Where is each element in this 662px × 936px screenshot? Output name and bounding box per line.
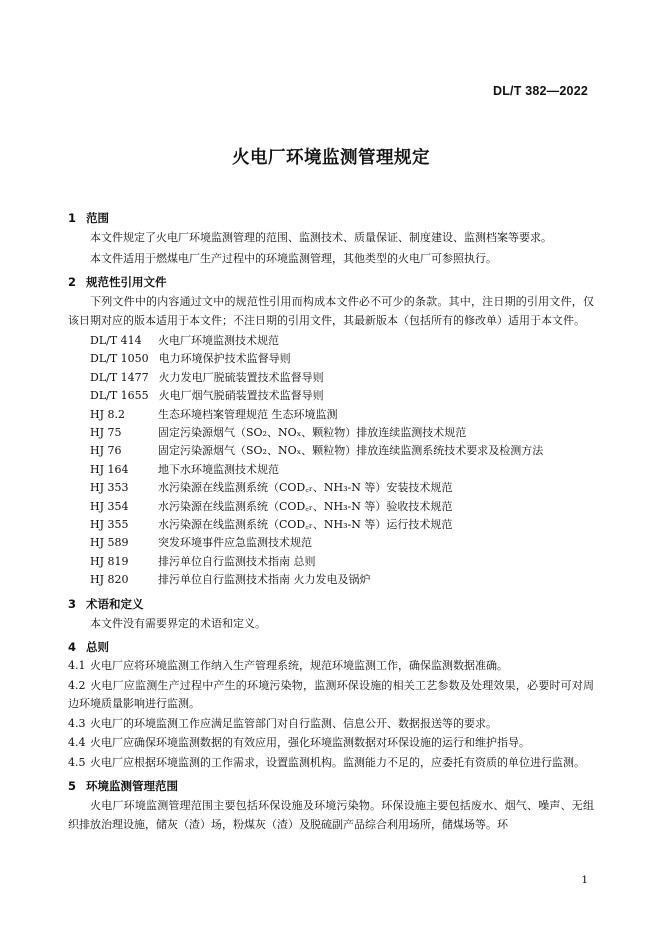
paragraph: 本文件适用于燃煤电厂生产过程中的环境监测管理，其他类型的火电厂可参照执行。 — [90, 251, 497, 265]
clause-text: 火电厂的环境监测工作应满足监管部门对自行监测、信息公开、数据报送等的要求。 — [90, 716, 497, 730]
section-4-heading — [68, 639, 594, 656]
reference-title: 突发环境事件应急监测技术规范 — [158, 536, 312, 550]
section-5-heading — [68, 778, 594, 795]
reference-code: DL/T 1050 — [90, 352, 149, 366]
reference-title: 火电厂环境监测技术规范 — [158, 334, 279, 347]
section-number: 2 — [68, 275, 77, 289]
document-code: DL/T 382—2022 — [492, 84, 588, 98]
reference-item — [90, 406, 594, 424]
section-title: 范围 — [86, 211, 109, 225]
reference-item — [90, 479, 594, 497]
reference-title: 排污单位自行监测技术指南 总则 — [158, 554, 316, 568]
clause-number: 4.4 — [68, 736, 86, 750]
paragraph: 本文件规定了火电厂环境监测管理的范围、监测技术、质量保证、制度建设、监测档案等要求。 — [90, 231, 552, 244]
clause-number: 4.3 — [68, 716, 86, 730]
reference-code: HJ 75 — [90, 426, 122, 440]
section-title: 总则 — [86, 640, 109, 655]
clause-item — [68, 754, 594, 773]
reference-list — [68, 332, 594, 590]
section-title: 规范性引用文件 — [86, 275, 167, 289]
reference-code: HJ 355 — [90, 518, 129, 532]
section-number: 4 — [68, 640, 77, 655]
page-title: 火电厂环境监测管理规定 — [232, 148, 430, 168]
reference-code: HJ 819 — [90, 554, 129, 568]
reference-title: 生态环境档案管理规范 生态环境监测 — [158, 407, 338, 421]
reference-title: 电力环境保护技术监督导则 — [158, 352, 291, 366]
section-title: 术语和定义 — [86, 596, 144, 611]
reference-title: 水污染源在线监测系统（COD꜀ᵣ、NH₃-N 等）安装技术规范 — [158, 481, 453, 495]
reference-title: 排污单位自行监测技术指南 火力发电及锅炉 — [158, 573, 371, 587]
reference-code: HJ 164 — [90, 462, 129, 476]
reference-code: HJ 8.2 — [90, 407, 125, 421]
document-body — [68, 204, 594, 834]
section-title: 环境监测管理范围 — [86, 779, 178, 794]
clause-text: 火电厂应将环境监测工作纳入生产管理系统，规范环境监测工作，确保监测数据准确。 — [90, 659, 508, 673]
reference-code: HJ 820 — [90, 573, 129, 587]
reference-item — [90, 553, 594, 571]
clause-number: 4.2 — [68, 678, 86, 692]
clause-text: 火电厂应监测生产过程中产生的环境污染物，监测环保设施的相关工艺参数及处理效果，必要时可对周边环境质量影响进行监测。 — [68, 678, 594, 711]
reference-title: 水污染源在线监测系统（COD꜀ᵣ、NH₃-N 等）运行技术规范 — [158, 518, 453, 532]
reference-title: 固定污染源烟气（SO₂、NOₓ、颗粒物）排放连续监测系统技术要求及检测方法 — [158, 444, 544, 458]
section-number: 1 — [68, 211, 77, 225]
reference-item — [90, 571, 594, 589]
reference-code: DL/T 414 — [90, 334, 142, 347]
clause-item — [68, 734, 594, 753]
reference-item — [90, 332, 594, 350]
paragraph: 火电厂环境监测管理范围主要包括环保设施及环境污染物。环保设施主要包括废水、烟气、噪声、无组织排放治理设施，储灰（渣）场，粉煤灰（渣）及脱硫副产品综合利用场所，储煤场等。环 — [68, 799, 594, 831]
reference-code: HJ 354 — [90, 499, 129, 513]
reference-code: DL/T 1655 — [90, 389, 149, 403]
reference-code: HJ 353 — [90, 481, 129, 495]
clause-text: 火电厂应根据环境监测的工作需求，设置监测机构。监测能力不足的，应委托有资质的单位进行监测。 — [90, 755, 585, 769]
reference-item — [90, 516, 594, 534]
clause-number: 4.1 — [68, 659, 86, 673]
reference-title: 固定污染源烟气（SO₂、NOₓ、颗粒物）排放连续监测技术规范 — [158, 426, 467, 440]
reference-item — [90, 498, 594, 516]
reference-item — [90, 387, 594, 405]
reference-item — [90, 461, 594, 479]
section-number: 5 — [68, 779, 77, 794]
clause-item — [68, 715, 594, 734]
clause-item — [68, 677, 594, 714]
reference-code: DL/T 1477 — [90, 370, 149, 384]
clause-item — [68, 657, 594, 676]
section-number: 3 — [68, 596, 77, 611]
reference-item — [90, 424, 594, 442]
reference-item — [90, 442, 594, 460]
clause-text: 火电厂应确保环境监测数据的有效应用，强化环境监测数据对环保设施的运行和维护指导。 — [90, 736, 530, 750]
page-number: 1 — [581, 874, 588, 886]
paragraph: 本文件没有需要界定的术语和定义。 — [90, 616, 266, 630]
reference-code: HJ 76 — [90, 444, 122, 458]
section-2-heading — [68, 274, 594, 291]
paragraph: 下列文件中的内容通过文中的规范性引用而构成本文件必不可少的条款。其中，注日期的引用文件，仅该日期对应的版本适用于本文件；不注日期的引用文件，其最新版本（包括所有的修改单）适用于本文件。 — [68, 295, 594, 327]
reference-title: 火电厂烟气脱硝装置技术监督导则 — [158, 389, 324, 403]
reference-item — [90, 350, 594, 368]
section-1-heading — [68, 210, 594, 227]
clause-number: 4.5 — [68, 755, 86, 769]
reference-title: 水污染源在线监测系统（COD꜀ᵣ、NH₃-N 等）验收技术规范 — [158, 499, 453, 513]
reference-title: 火力发电厂脱硫装置技术监督导则 — [158, 370, 324, 384]
section-3-heading — [68, 596, 594, 613]
reference-title: 地下水环境监测技术规范 — [158, 462, 279, 476]
reference-code: HJ 589 — [90, 536, 129, 550]
reference-item — [90, 534, 594, 552]
reference-item — [90, 369, 594, 387]
